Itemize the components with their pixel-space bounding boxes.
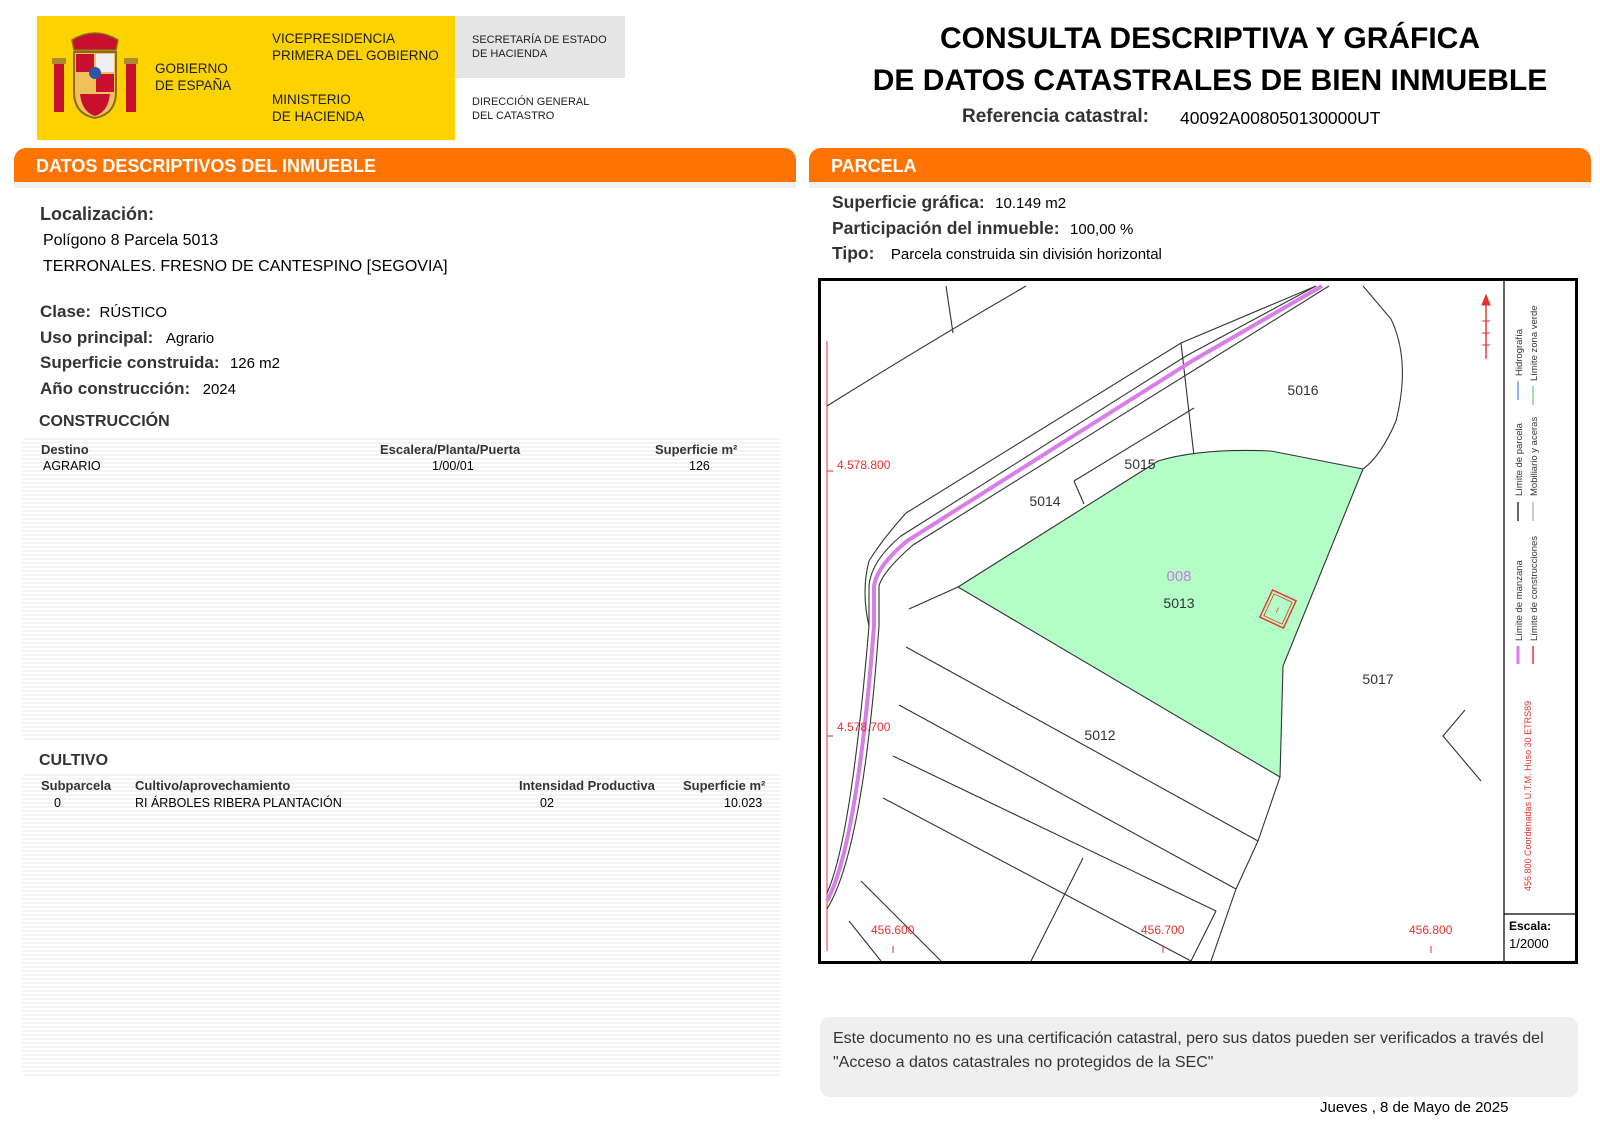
coord-x-label: 456.800 (1409, 923, 1453, 937)
construccion-table (22, 436, 782, 742)
construccion-title: CONSTRUCCIÓN (39, 413, 170, 430)
cultivo-table (22, 772, 782, 1078)
ref-catastral-value: 40092A008050130000UT (1180, 108, 1381, 128)
cultivo-cell: 10.023 (724, 796, 763, 810)
section-divider (14, 182, 796, 188)
parcel-label: 5015 (1124, 456, 1156, 472)
anio-value: 2024 (202, 381, 236, 398)
localizacion-line-2: TERRONALES. FRESNO DE CANTESPINO [SEGOVIA] (43, 258, 448, 275)
disclaimer-text: Este documento no es una certificación catastral, pero sus datos pueden ser verificados a través del "Acceso a datos catastrales no protegidos de la SEC" (833, 1030, 1544, 1071)
cultivo-header-subparcela: Subparcela (41, 778, 112, 793)
cultivo-header-cultivo: Cultivo/aprovechamiento (135, 778, 291, 793)
legend-item: Límite de construcciones (1529, 535, 1540, 641)
coords-note: 456.800 Coordenadas U.T.M. Huso 30 ETRS89 (1523, 700, 1533, 891)
legend-item: Límite de manzana (1514, 560, 1525, 641)
gobierno-espana-text: GOBIERNO DE ESPAÑA (155, 61, 232, 93)
parcela-header: PARCELA (809, 148, 1591, 182)
uso-row (40, 328, 214, 348)
cultivo-header-superficie: Superficie m² (683, 778, 766, 793)
section-divider (809, 182, 1591, 188)
coat-of-arms-icon (52, 28, 138, 122)
participacion-row (832, 218, 1133, 239)
parcel-label: 5014 (1029, 493, 1061, 509)
legend-item: Límite zona verde (1529, 305, 1540, 381)
legend-item: Mobiliario y aceras (1529, 416, 1540, 496)
datos-descriptivos-header: DATOS DESCRIPTIVOS DEL INMUEBLE (14, 148, 796, 182)
tipo-row (832, 243, 1162, 264)
tipo-label: Tipo: (832, 243, 875, 263)
document-date: Jueves , 8 de Mayo de 2025 (1320, 1099, 1509, 1116)
superficie-grafica-value: 10.149 m2 (995, 195, 1067, 212)
clase-value: RÚSTICO (99, 304, 167, 321)
title-line-1: CONSULTA DESCRIPTIVA Y GRÁFICA (939, 22, 1481, 55)
ministerio-text: MINISTERIO DE HACIENDA (272, 92, 365, 124)
construccion-cell: 126 (689, 459, 710, 473)
cultivo-title: CULTIVO (39, 752, 109, 769)
coord-x-label: 456.600 (871, 923, 915, 937)
parcel-5013-fill (958, 450, 1363, 777)
parcel-label: 5012 (1084, 727, 1116, 743)
anio-row (40, 379, 236, 399)
superficie-construida-label: Superficie construida: (40, 353, 220, 372)
construccion-cell: AGRARIO (43, 459, 101, 473)
cultivo-cell: RI ÁRBOLES RIBERA PLANTACIÓN (135, 796, 342, 810)
cultivo-cell: 02 (540, 796, 554, 810)
construccion-header-destino: Destino (41, 442, 89, 457)
construccion-cell: 1/00/01 (432, 459, 474, 473)
poligono-label: 008 (1166, 568, 1192, 585)
cultivo-header-intensidad: Intensidad Productiva (519, 778, 655, 793)
document-title (860, 18, 1560, 102)
escala-label: Escala: (1509, 919, 1552, 933)
anio-label: Año construcción: (40, 379, 191, 398)
legend-item: Límite de parcela (1514, 423, 1525, 496)
superficie-grafica-label: Superficie gráfica: (832, 192, 985, 212)
secretaria-text: SECRETARÍA DE ESTADO DE HACIENDA (472, 34, 607, 60)
superficie-grafica-row (832, 192, 1066, 213)
participacion-label: Participación del inmueble: (832, 218, 1060, 238)
title-line-2: DE DATOS CATASTRALES DE BIEN INMUEBLE (872, 64, 1548, 97)
ref-catastral-label: Referencia catastral: (962, 106, 1149, 127)
clase-label: Clase: (40, 302, 92, 321)
tipo-value: Parcela construida sin división horizontal (890, 246, 1162, 263)
parcel-label: 5016 (1287, 382, 1319, 398)
clase-row (40, 302, 167, 322)
participacion-value: 100,00 % (1070, 221, 1134, 238)
coord-y-label: 4.578.700 (837, 720, 891, 734)
uso-value: Agrario (165, 330, 215, 347)
escala-value: 1/2000 (1509, 936, 1549, 951)
legend-item: Hidrografía (1514, 329, 1525, 376)
cultivo-cell: 0 (54, 796, 61, 810)
uso-label: Uso principal: (40, 328, 154, 347)
localizacion-line-1: Polígono 8 Parcela 5013 (43, 232, 219, 249)
construction-label: I (1274, 605, 1281, 615)
parcel-label: 5017 (1362, 671, 1394, 687)
cadastral-map (818, 278, 1578, 964)
construccion-header-escalera: Escalera/Planta/Puerta (380, 442, 521, 457)
parcel-label: 5013 (1163, 595, 1195, 611)
north-arrow-icon (1482, 295, 1490, 359)
superficie-construida-value: 126 m2 (229, 355, 280, 372)
construccion-header-superficie: Superficie m² (655, 442, 738, 457)
cadastral-map-drawing (821, 281, 1575, 961)
coord-x-label: 456.700 (1141, 923, 1185, 937)
coord-y-label: 4.578.800 (837, 458, 891, 472)
direccion-general-text: DIRECCIÓN GENERAL DEL CATASTRO (472, 96, 590, 122)
superficie-construida-row (40, 353, 280, 373)
localizacion-label: Localización: (40, 204, 155, 224)
vicepresidencia-text: VICEPRESIDENCIA PRIMERA DEL GOBIERNO (272, 31, 439, 63)
